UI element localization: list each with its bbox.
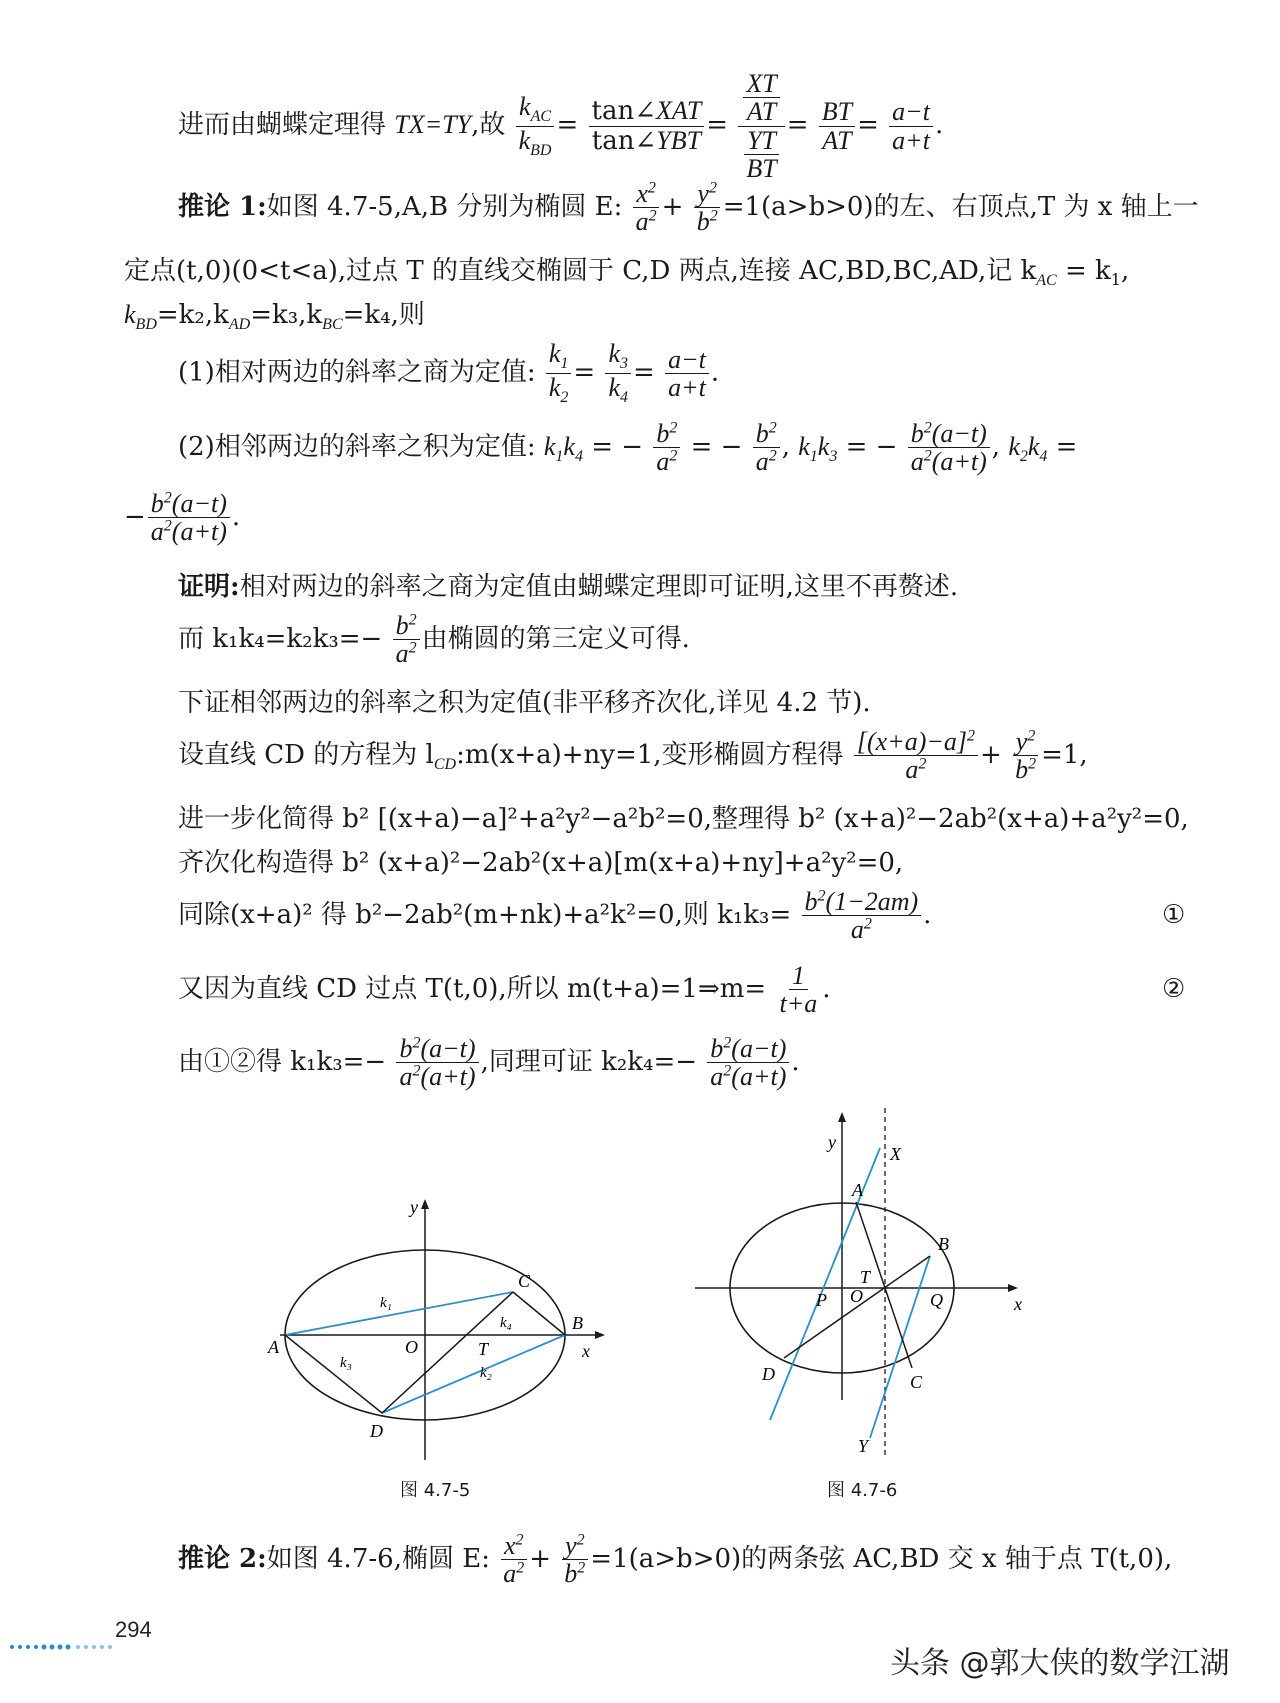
x-arrow xyxy=(1008,1284,1018,1292)
fig1-label-k1: k₁ xyxy=(380,1295,392,1311)
property-1: (1)相对两边的斜率之商为定值: $\frac{k_1}{k_2}$ = $\frac{k_3}{k_4}$ = $\frac{a-t}{a+t}$ . xyxy=(178,339,720,407)
fig2-label-x: x xyxy=(1014,1294,1022,1314)
fig1-label-k4: k₄ xyxy=(500,1315,512,1331)
footer-dots xyxy=(8,1628,108,1632)
proof-line-5: 进一步化简得 b² [(x+a)−a]²+a²y²−a²b²=0,整理得 b² (x+a)²−2ab²(x+a)+a²y²=0, xyxy=(178,804,1189,834)
fig1-label-B: B xyxy=(572,1313,583,1333)
proof-line-3: 下证相邻两边的斜率之积为定值(非平移齐次化,详见 4.2 节). xyxy=(178,688,871,718)
segment-CD xyxy=(382,1292,513,1413)
fig1-label-k3: k₃ xyxy=(340,1355,352,1371)
proof-line-2: 而 k₁k₄=k₂k₃=− $\frac{b^2}{a^2}$ 由椭圆的第三定义可得. xyxy=(178,611,690,669)
corollary-1-line-2: 定点(t,0)(0<t<a),过点 T 的直线交椭圆于 C,D 两点,连接 AC,BD,BC,AD,记 $k_{AC} = k_1$, xyxy=(124,256,1130,290)
x-arrow xyxy=(595,1331,605,1339)
fig2-label-A: A xyxy=(852,1180,863,1200)
line-BY xyxy=(870,1256,930,1438)
proof-line-4: 设直线 CD 的方程为 $l_{CD}:m(x+a)+ny=1$,变形椭圆方程得 $\frac{[(x+a)-a]^2}{a^2}$ + $\frac{y^2}{b^2}$ =1, xyxy=(178,727,1088,785)
chord-BD xyxy=(784,1256,930,1358)
fig2-label-T: T xyxy=(860,1267,871,1287)
fig1-label-y: y xyxy=(410,1197,418,1217)
y-arrow xyxy=(421,1199,429,1209)
fig2-label-B: B xyxy=(938,1234,949,1254)
y-arrow xyxy=(838,1112,846,1122)
fig2-label-Q: Q xyxy=(930,1290,943,1310)
fig2-label-X: X xyxy=(890,1144,901,1164)
segment-BC xyxy=(513,1292,565,1335)
fig1-label-D: D xyxy=(370,1421,383,1441)
fig1-label-A: A xyxy=(268,1337,279,1357)
fig1-label-k2: k₂ xyxy=(480,1365,492,1381)
fig1-label-T: T xyxy=(478,1339,489,1359)
text-line-1: 进而由蝴蝶定理得 TX=TY,故 $\frac{k_{AC}}{k_{BD}}$ = $\frac{\text{tan∠XAT}}{\text{tan∠YBT}}$ = $\frac{\frac{XT}{AT}}{\frac{YT}{BT}}$ = $\frac{BT}{AT}$ = $\frac{a-t}{a+t}$ . xyxy=(178,69,944,183)
property-2-cont: − $\frac{b^2(a-t)}{a^2(a+t)}$ . xyxy=(124,489,241,547)
fig2-label-Y: Y xyxy=(858,1436,869,1456)
proof-line-9: 由①②得 k₁k₃=− $\frac{b^2(a-t)}{a^2(a+t)}$ ,同理可证 k₂k₄=− $\frac{b^2(a-t)}{a^2(a+t)}$ . xyxy=(178,1034,800,1092)
proof-line-6: 齐次化构造得 b² (x+a)²−2ab²(x+a)[m(x+a)+ny]+a²y²=0, xyxy=(178,848,904,878)
figure-4-7-5 xyxy=(270,1195,610,1465)
fig2-label-O: O xyxy=(850,1286,863,1306)
watermark: 头条 @郭大侠的数学江湖 xyxy=(890,1646,1230,1681)
segment-AC xyxy=(285,1292,513,1335)
figure-4-7-6 xyxy=(690,1100,1030,1465)
property-2: (2)相邻两边的斜率之积为定值: $k_1k_4$ = − $\frac{b^2}{a^2}$ = − $\frac{b^2}{a^2}$ , $k_1k_3$ = − $\frac{b^2(a-t)}{a^2(a+t)}$ , $k_2k_4$ = xyxy=(178,419,1078,477)
equation-mark-2: ② xyxy=(1162,974,1186,1004)
fig2-label-y: y xyxy=(828,1132,836,1152)
proof-line-1: 证明:相对两边的斜率之商为定值由蝴蝶定理即可证明,这里不再赘述. xyxy=(178,572,959,602)
fig2-label-P: P xyxy=(816,1290,827,1310)
fig1-label-C: C xyxy=(518,1271,531,1291)
fig1-label-x: x xyxy=(582,1341,590,1361)
equation-mark-1: ① xyxy=(1162,900,1186,930)
fig2-label-C: C xyxy=(910,1372,923,1392)
fig1-caption: 图 4.7-5 xyxy=(400,1480,471,1501)
page-number: 294 xyxy=(115,1617,152,1642)
corollary-2-line: 推论 2:如图 4.7-6,椭圆 E: $\frac{x^2}{a^2}$ + $\frac{y^2}{b^2}$ =1(a>b>0)的两条弦 AC,BD 交 x 轴于点 T(t,0), xyxy=(178,1531,1173,1589)
fig1-label-O: O xyxy=(405,1337,418,1357)
corollary-1-line-1: 推论 1:如图 4.7-5,A,B 分别为椭圆 E: $\frac{x^2}{a^2}$ + $\frac{y^2}{b^2}$ =1(a>b>0)的左、右顶点,T 为 x 轴上一 xyxy=(178,179,1199,237)
proof-line-7: 同除(x+a)² 得 b²−2ab²(m+nk)+a²k²=0,则 k₁k₃= $\frac{b^2(1-2am)}{a^2}$ . xyxy=(178,887,932,945)
proof-line-8: 又因为直线 CD 过点 T(t,0),所以 m(t+a)=1⇒m= $\frac{1}{t+a}$ . xyxy=(178,961,831,1019)
fig2-caption: 图 4.7-6 xyxy=(827,1480,898,1501)
corollary-1-line-3: $k_{BD}=k_2,k_{AD}=k_3,k_{BC}=k_4$,则 xyxy=(124,300,425,334)
fig2-label-D: D xyxy=(762,1364,775,1384)
